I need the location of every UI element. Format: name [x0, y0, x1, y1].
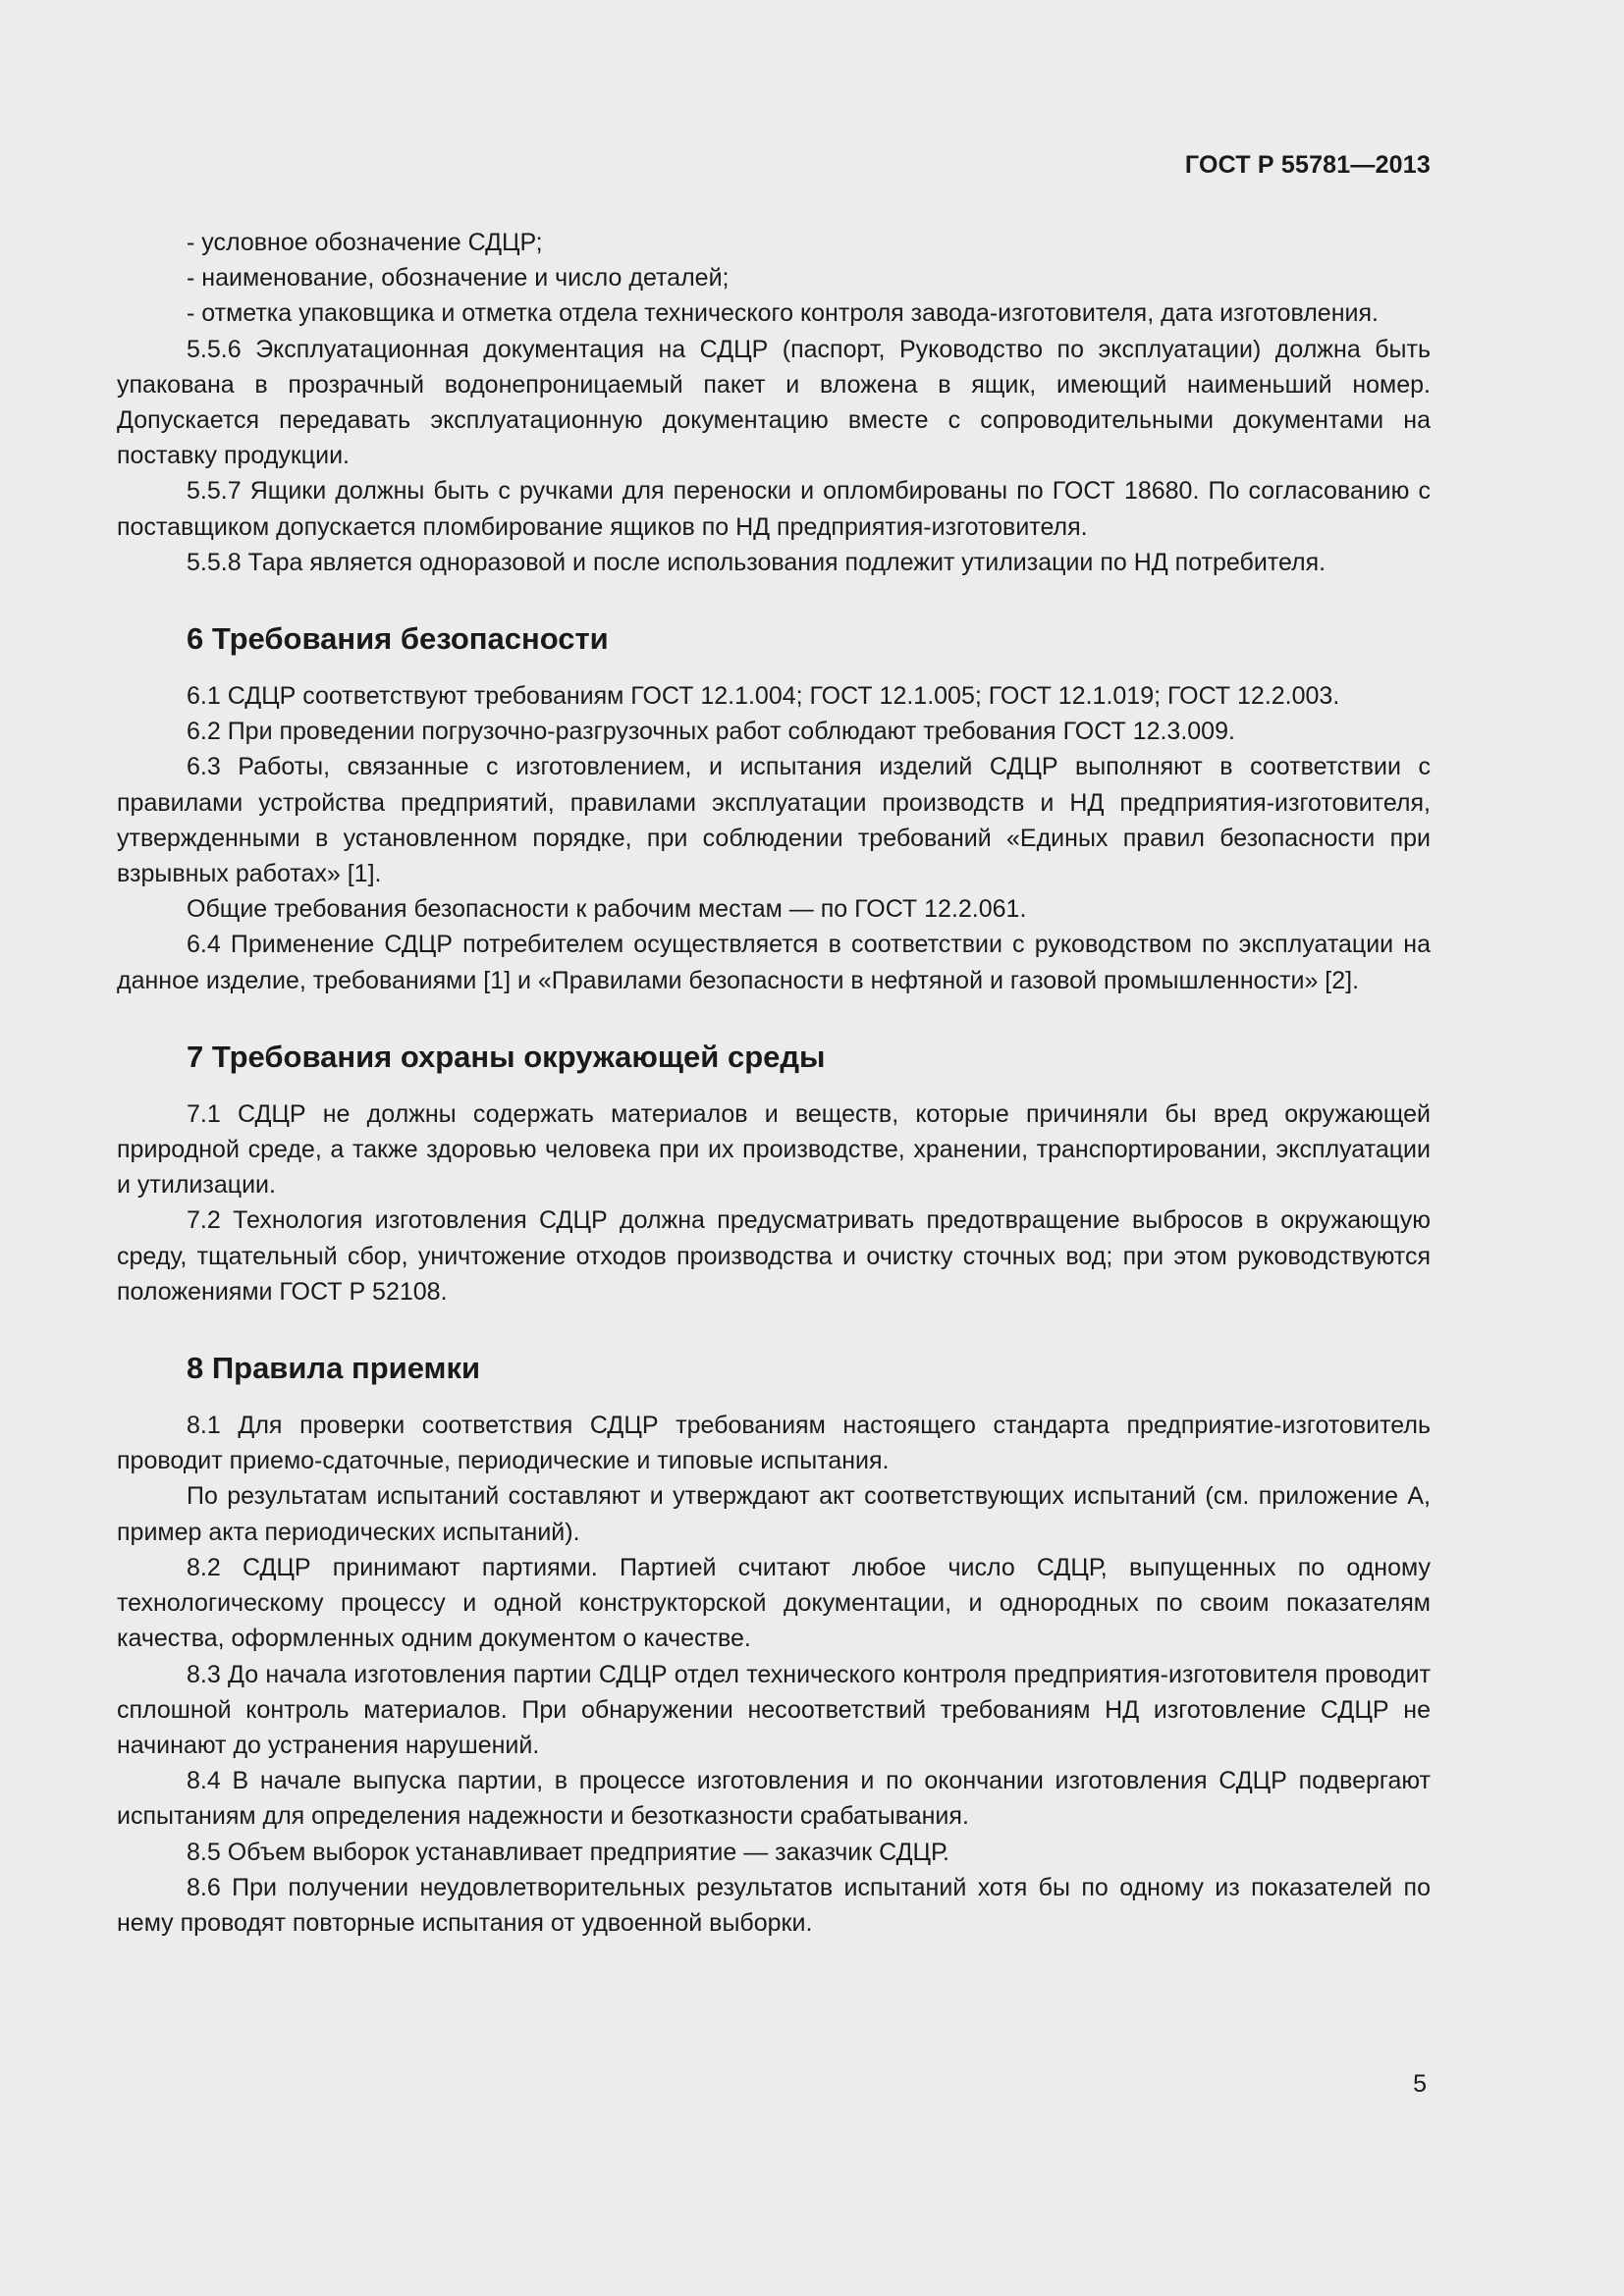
- document-number-header: ГОСТ Р 55781—2013: [1184, 151, 1431, 179]
- paragraph-6-1: 6.1 СДЦР соответствуют требованиям ГОСТ 12.1.004; ГОСТ 12.1.005; ГОСТ 12.1.019; ГОСТ 12.2.003.: [187, 682, 1340, 711]
- section-8-heading: 8 Правила приемки: [187, 1351, 481, 1386]
- paragraph-6-4: 6.4 Применение СДЦР потребителем осуществляется в соответствии с руководством по эксплуатации на данное изделие, требованиями [1] и «Правилами безопасности в нефтяной и газовой промышленности» [2].: [117, 931, 1431, 994]
- paragraph-5-5-8: 5.5.8 Тара является одноразовой и после использования подлежит утилизации по НД потребителя.: [187, 548, 1326, 576]
- paragraph-6-3: 6.3 Работы, связанные с изготовлением, и испытания изделий СДЦР выполняют в соответствии с правилами устройства предприятий, правилами эксплуатации производств и НД предприятия-изготовителя, утвержденными в установленном порядке, при соблюдении требований «Единых правил безопасности при взрывных работах» [1].: [117, 753, 1431, 888]
- list-item: - условное обозначение СДЦР;: [187, 229, 543, 256]
- paragraph-5-5-6: 5.5.6 Эксплуатационная документация на СДЦР (паспорт, Руководство по эксплуатации) должна быть упакована в прозрачный водонепроницаемый пакет и вложена в ящик, имеющий наименьший номер. Допускается передавать эксплуатационную документацию вместе с сопроводительными документами на поставку продукции.: [117, 335, 1431, 470]
- paragraph-6-3-note: Общие требования безопасности к рабочим местам — по ГОСТ 12.2.061.: [187, 895, 1027, 924]
- list-item: - наименование, обозначение и число деталей;: [187, 264, 730, 293]
- paragraph-8-4: 8.4 В начале выпуска партии, в процессе изготовления и по окончании изготовления СДЦР подвергают испытаниям для определения надежности и безотказности срабатывания.: [117, 1767, 1431, 1831]
- paragraph-6-2: 6.2 При проведении погрузочно-разгрузочных работ соблюдают требования ГОСТ 12.3.009.: [187, 718, 1235, 746]
- paragraph-8-6: 8.6 При получении неудовлетворительных результатов испытаний хотя бы по одному из показателей по нему проводят повторные испытания от удвоенной выборки.: [117, 1873, 1431, 1937]
- paragraph-5-5-7: 5.5.7 Ящики должны быть с ручками для переноски и опломбированы по ГОСТ 18680. По согласованию с поставщиком допускается пломбирование ящиков по НД предприятия-изготовителя.: [117, 477, 1431, 541]
- page-number: 5: [1413, 2070, 1427, 2098]
- paragraph-7-1: 7.1 СДЦР не должны содержать материалов и веществ, которые причиняли бы вред окружающей природной среде, а также здоровью человека при их производстве, хранении, транспортировании, эксплуатации и утилизации.: [117, 1099, 1431, 1200]
- paragraph-8-1: 8.1 Для проверки соответствия СДЦР требованиям настоящего стандарта предприятие-изготовитель проводит приемо-сдаточные, периодические и типовые испытания.: [117, 1412, 1431, 1475]
- section-7-heading: 7 Требования охраны окружающей среды: [187, 1039, 826, 1074]
- paragraph-8-2: 8.2 СДЦР принимают партиями. Партией считают любое число СДЦР, выпущенных по одному технологическому процессу и одной конструкторской документации, и однородных по своим показателям качества, оформленных одним документом о качестве.: [117, 1553, 1431, 1653]
- document-body: [117, 225, 1431, 1941]
- paragraph-8-1-note: По результатам испытаний составляют и утверждают акт соответствующих испытаний (см. приложение А, пример акта периодических испытаний).: [117, 1482, 1431, 1546]
- section-6-heading: 6 Требования безопасности: [187, 621, 609, 657]
- list-item: - отметка упаковщика и отметка отдела технического контроля завода-изготовителя, дата изготовления.: [187, 299, 1379, 328]
- paragraph-8-3: 8.3 До начала изготовления партии СДЦР отдел технического контроля предприятия-изготовителя проводит сплошной контроль материалов. При обнаружении несоответствий требованиям НД изготовление СДЦР не начинают до устранения нарушений.: [117, 1660, 1431, 1759]
- paragraph-8-5: 8.5 Объем выборок устанавливает предприятие — заказчик СДЦР.: [187, 1838, 949, 1866]
- paragraph-7-2: 7.2 Технология изготовления СДЦР должна предусматривать предотвращение выбросов в окружающую среду, тщательный сбор, уничтожение отходов производства и очистку сточных вод; при этом руководствуются положениями ГОСТ Р 52108.: [117, 1206, 1431, 1306]
